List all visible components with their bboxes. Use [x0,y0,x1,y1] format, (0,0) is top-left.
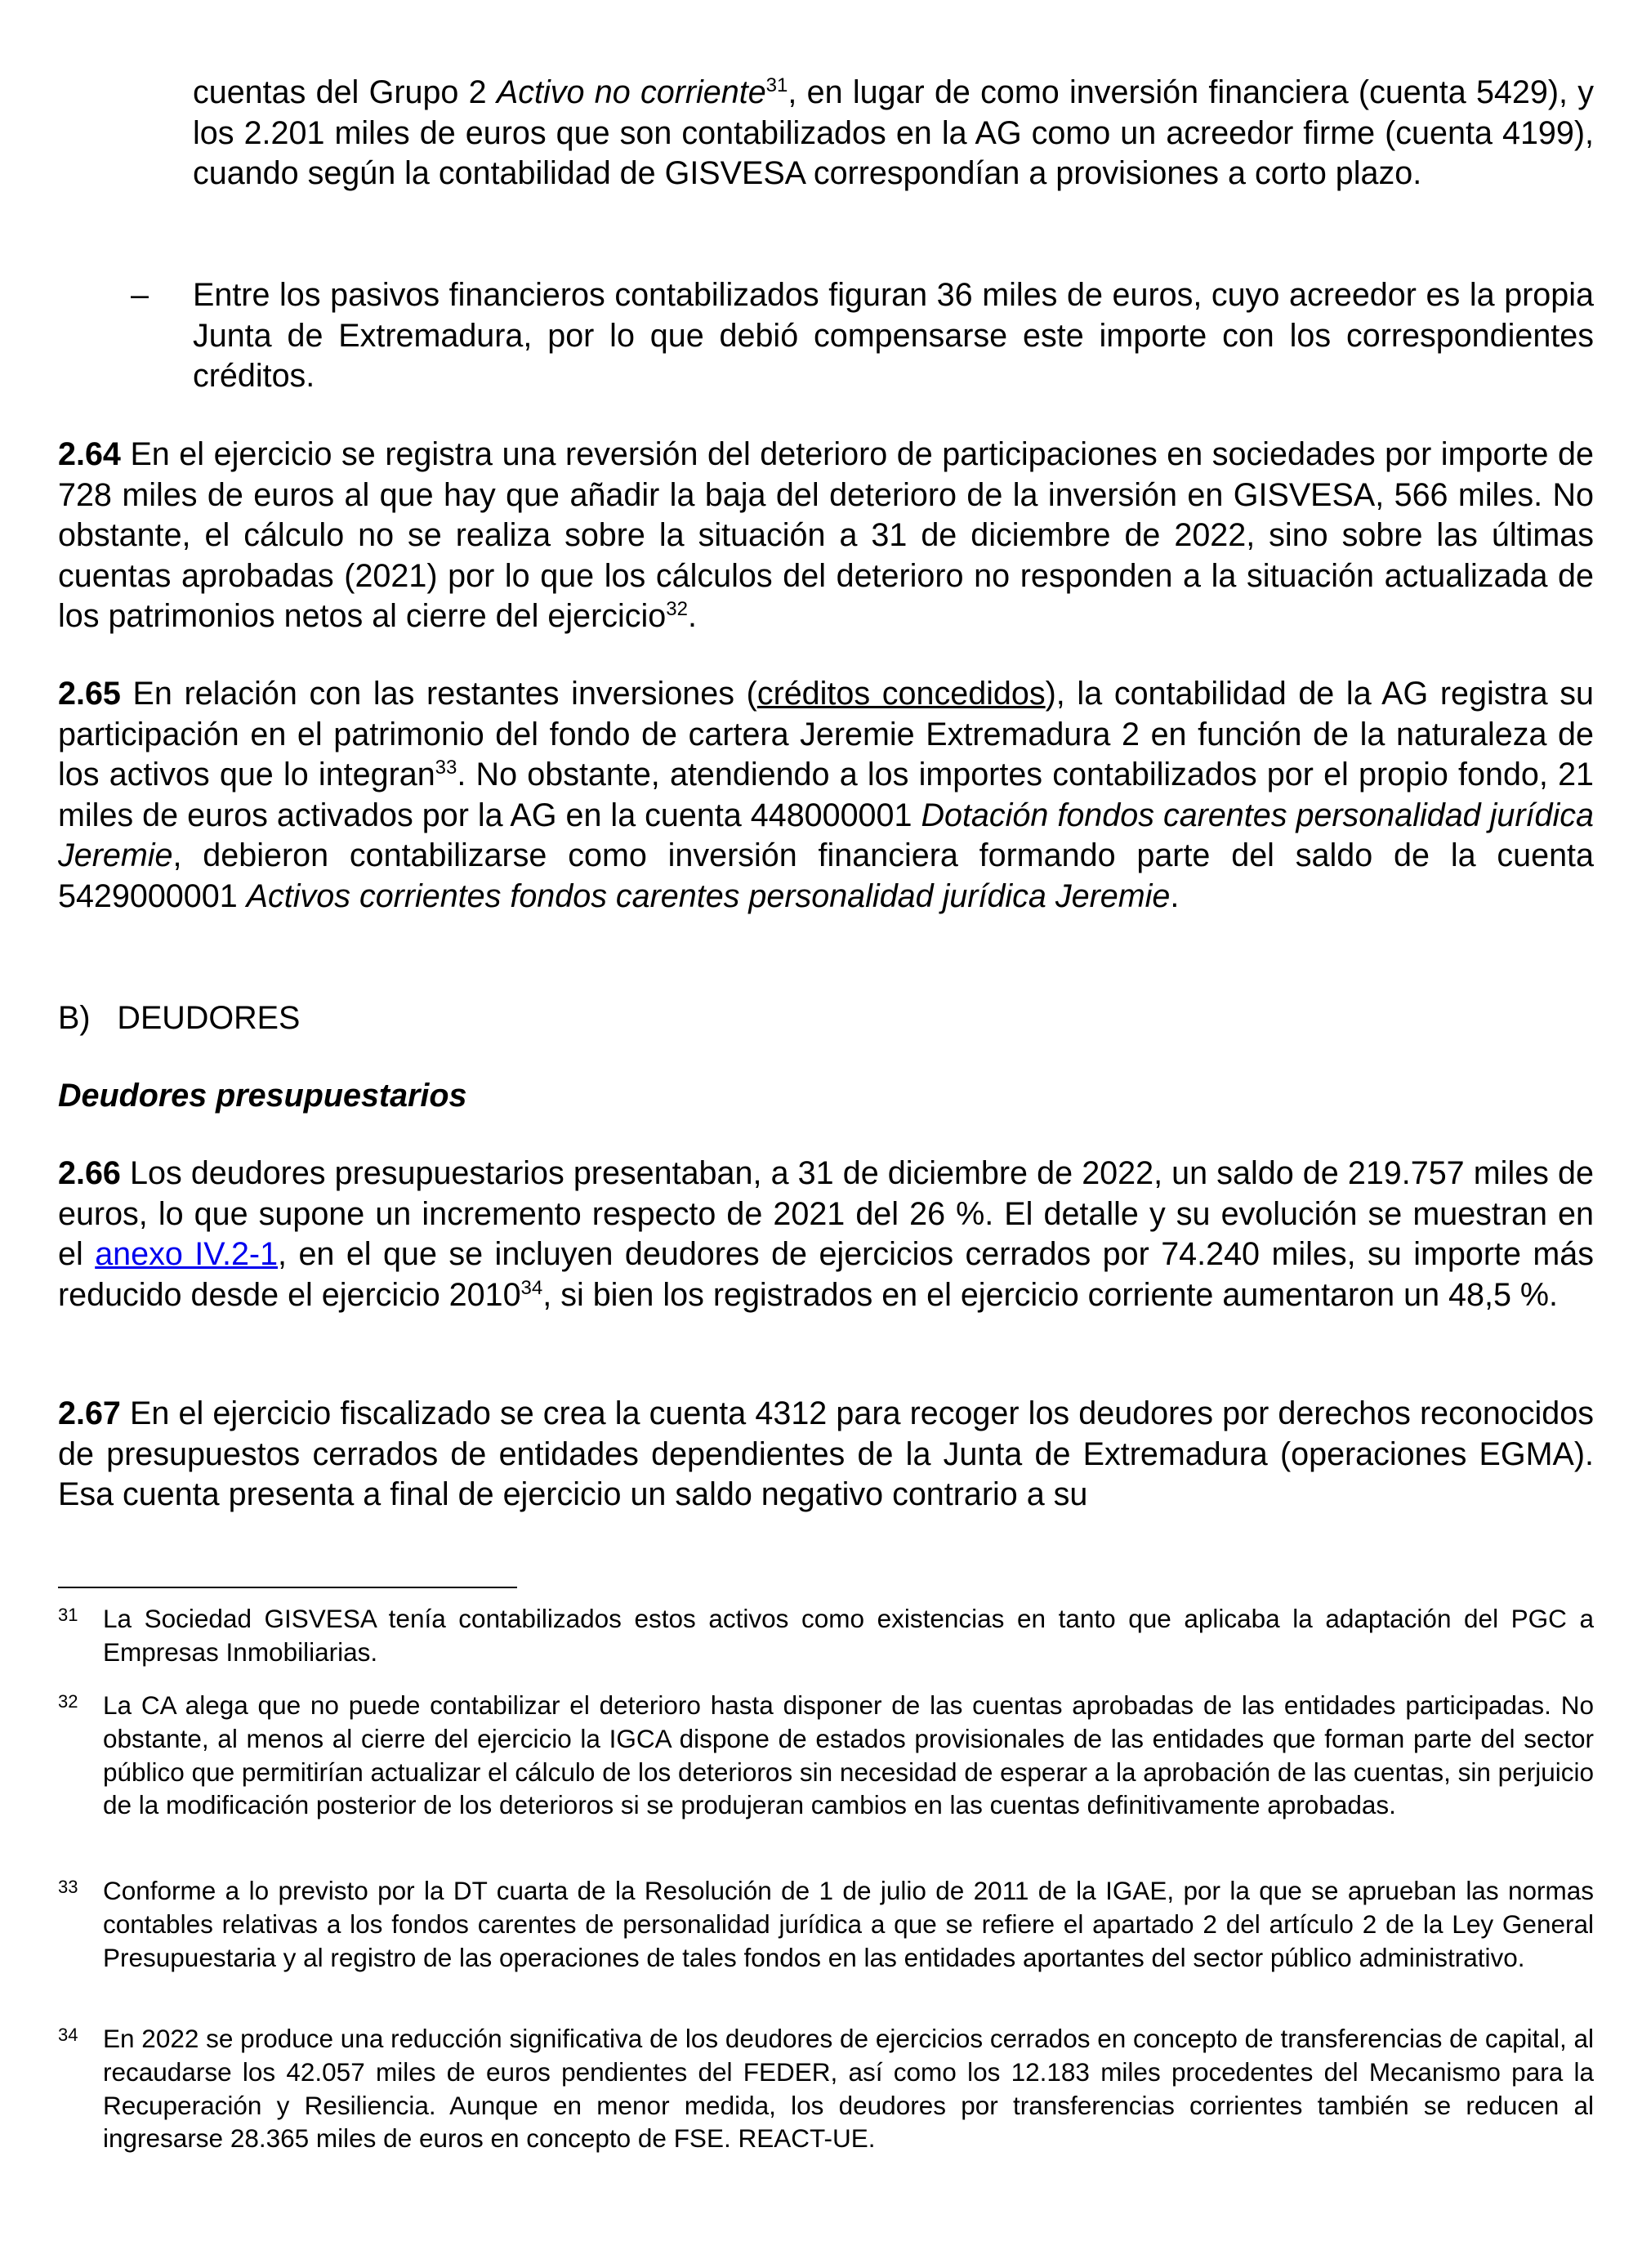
section-heading: B) DEUDORES [58,1000,301,1036]
footnote-31: 31 La Sociedad GISVESA tenía contabilizados estos activos como existencias en tanto que aplicaba la adaptación del PGC a Empresas Inmobiliarias. [58,1604,1594,1667]
footnote-ref[interactable]: 31 [765,74,788,96]
bullet-item: Entre los pasivos financieros contabilizados figuran 36 miles de euros, cuyo acreedor es la propia Junta de Extremadura, por lo que debió compensarse este importe con los correspondientes créditos. [193,277,1594,395]
subsection-heading: Deudores presupuestarios [58,1078,467,1114]
footnote-33: 33 Conforme a lo previsto por la DT cuarta de la Resolución de 1 de julio de 2011 de la IGAE, por la que se aprueban las normas contables relativas a los fondos carentes de personalidad jurídica a que se refiere el apartado 2 del artículo 2 de la Ley General Presupuestaria y al registro de las operaciones de tales fondos en las entidades aportantes del sector público administrativo. [58,1876,1594,1972]
footnote-ref[interactable]: 34 [520,1276,543,1299]
paragraph-2-66: 2.66 Los deudores presupuestarios presentaban, a 31 de diciembre de 2022, un saldo de 219.757 miles de euros, lo que supone un incremento respecto de 2021 del 26 %. El detalle y su evolución se muestran en el anexo IV.2-1, en el que se incluyen deudores de ejercicios cerrados por 74.240 miles, su importe más reducido desde el ejercicio 2010$^{34}$, si bien los registrados en el ejercicio corriente aumentaron un 48,5 %. [58,1155,1594,1313]
paragraph-2-67: 2.67 En el ejercicio fiscalizado se crea la cuenta 4312 para recoger los deudores por derechos reconocidos de presupuestos cerrados de entidades dependientes de la Junta de Extremadura (operaciones EGMA). Esa cuenta presenta a final de ejercicio un saldo negativo contrario a su [58,1395,1594,1513]
paragraph-2-65: 2.65 En relación con las restantes inversiones (créditos concedidos), la contabilidad de la AG registra su participación en el patrimonio del fondo de cartera Jeremie Extremadura 2 en función de la naturaleza de los activos que lo integran$^{33}$. No obstante, atendiendo a los importes contabilizados por el propio fondo, 21 miles de euros activados por la AG en la cuenta 448000001 Dotación fondos carentes personalidad jurídica Jeremie, debieron contabilizarse como inversión financiera formando parte del saldo de la cuenta 5429000001 Activos corrientes fondos carentes personalidad jurídica Jeremie. [58,676,1595,914]
footnote-ref[interactable]: 32 [666,598,688,621]
footnote-ref[interactable]: 33 [435,757,457,779]
dash-bullet: – [131,277,149,313]
footnote-separator [58,1587,517,1588]
paragraph-continuation: cuentas del Grupo 2 Activo no corriente$^{31}$, en lugar de como inversión financiera (cuenta 5429), y los 2.201 miles de euros que son contabilizados en la AG como un acreedor firme (cuenta 4199), cuando según la contabilidad de GISVESA correspondían a provisiones a corto plazo. [193,74,1594,192]
footnote-32: 32 La CA alega que no puede contabilizar el deterioro hasta disponer de las cuentas aprobadas de las entidades participadas. No obstante, al menos al cierre del ejercicio la IGCA dispone de estados provisionales de las entidades que forman parte del sector público que permitirían actualizar el cálculo de los deterioros sin necesidad de esperar a la aprobación de las cuentas, sin perjuicio de la modificación posterior de los deterioros si se produjeran cambios en las cuentas definitivamente aprobadas. [58,1690,1594,1820]
annex-link[interactable]: anexo IV.2-1 [95,1236,279,1273]
paragraph-2-64: 2.64 En el ejercicio se registra una reversión del deterioro de participaciones en sociedades por importe de 728 miles de euros al que hay que añadir la baja del deterioro de la inversión en GISVESA, 566 miles. No obstante, el cálculo no se realiza sobre la situación a 31 de diciembre de 2022, sino sobre las últimas cuentas aprobadas (2021) por lo que los cálculos del deterioro no responden a la situación actualizada de los patrimonios netos al cierre del ejercicio$^{32}$. [58,436,1594,635]
footnote-34: 34 En 2022 se produce una reducción significativa de los deudores de ejercicios cerrados en concepto de transferencias de capital, al recaudarse los 42.057 miles de euros pendientes del FEDER, así como los 12.183 miles procedentes del Mecanismo para la Recuperación y Resiliencia. Aunque en menor medida, los deudores por transferencias corrientes también se reducen al ingresarse 28.365 miles de euros en concepto de FSE. REACT-UE. [58,2024,1594,2154]
